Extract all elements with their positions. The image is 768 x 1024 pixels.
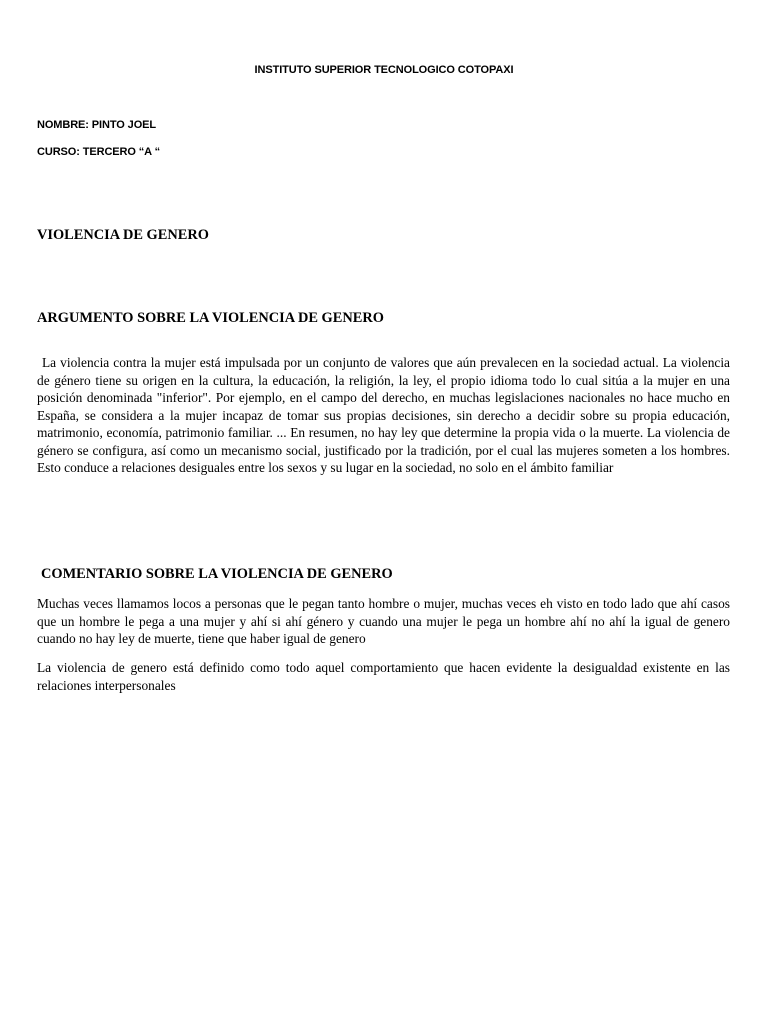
document-title: VIOLENCIA DE GENERO [37, 227, 209, 243]
student-name-line: NOMBRE: PINTO JOEL [37, 119, 157, 131]
comment-paragraph-1: Muchas veces llamamos locos a personas que le pegan tanto hombre o mujer, muchas veces eh visto en todo lado que ahí casos que un hombre le pega a una mujer y ahí si ahí género y cuando una mujer le pega un hombre ahí no ahí la igual de genero cuando no hay ley de muerte, tiene que haber igual de genero [37, 596, 730, 646]
argument-heading: ARGUMENTO SOBRE LA VIOLENCIA DE GENERO [37, 310, 384, 326]
comment-heading: COMENTARIO SOBRE LA VIOLENCIA DE GENERO [41, 566, 393, 582]
course-line: CURSO: TERCERO “A “ [37, 146, 160, 158]
institution-header: INSTITUTO SUPERIOR TECNOLOGICO COTOPAXI [254, 64, 514, 76]
comment-paragraph-2: La violencia de genero está definido como todo aquel comportamiento que hacen evidente la desigualdad existente en las relaciones interpersonales [37, 660, 730, 693]
argument-paragraph: La violencia contra la mujer está impulsada por un conjunto de valores que aún prevalecen en la sociedad actual. La violencia de género tiene su origen en la cultura, la educación, la religión, la ley, el propio idioma todo lo cual sitúa a la mujer en una posición denominada "inferior". Por ejemplo, en el campo del derecho, en muchas legislaciones nacionales no hace mucho en España, se considera a la mujer incapaz de tomar sus propias decisiones, sin derecho a decidir sobre su propia educación, matrimonio, economía, patrimonio familiar. ... En resumen, no hay ley que determine la propia vida o la muerte. La violencia de género se configura, así como un mecanismo social, justificado por la tradición, por el cual las mujeres someten a los hombres. Esto conduce a relaciones desiguales entre los sexos y su lugar en la sociedad, no solo en el ámbito familiar [37, 355, 730, 475]
